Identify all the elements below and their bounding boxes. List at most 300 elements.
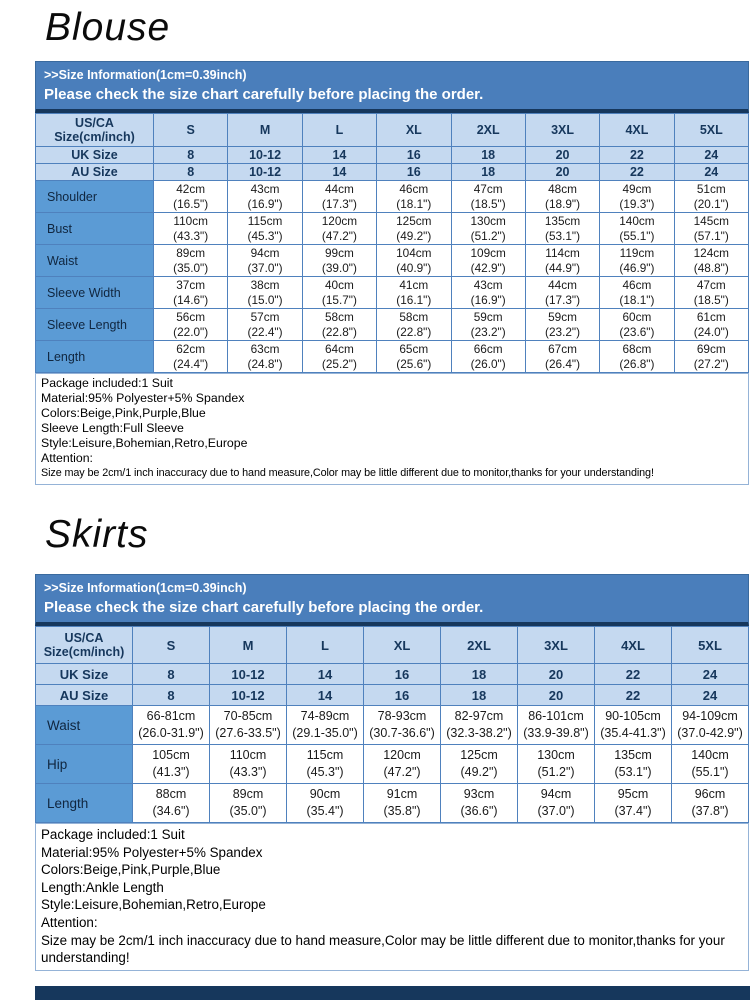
- value-inch: (19.3"): [619, 196, 655, 211]
- value-cm: 145cm: [693, 214, 730, 228]
- skirts-size-table: [35, 626, 749, 823]
- measurement-value-cell: [595, 706, 672, 745]
- size-value-cell: 24: [674, 147, 748, 164]
- measurement-value-cell: [287, 706, 364, 745]
- value-inch: (27.2"): [693, 356, 729, 371]
- value-inch: (18.1"): [396, 196, 432, 211]
- note-line: Attention:: [41, 914, 98, 930]
- measurement-value-cell: [302, 309, 376, 341]
- measurement-value-cell: [674, 181, 748, 213]
- measurement-value-cell: [228, 181, 302, 213]
- measurement-value-cell: [210, 745, 287, 784]
- value-inch: (35.0"): [229, 804, 267, 818]
- value-inch: (33.9-39.8"): [523, 726, 589, 740]
- measurement-label: Bust: [36, 213, 154, 245]
- value-inch: (24.8"): [247, 356, 283, 371]
- value-cm: 44cm: [325, 182, 354, 196]
- size-value-cell: 10-12: [210, 664, 287, 685]
- measurement-value-cell: [451, 213, 525, 245]
- measurement-value-cell: [364, 706, 441, 745]
- value-cm: 89cm: [176, 246, 206, 260]
- value-inch: (22.8"): [396, 324, 432, 339]
- value-cm: 104cm: [396, 246, 432, 260]
- size-col-header: M: [228, 114, 302, 147]
- measurement-value-cell: [451, 309, 525, 341]
- measurement-value-cell: [600, 277, 674, 309]
- value-inch: (17.3"): [321, 196, 357, 211]
- measurement-value-cell: [525, 213, 599, 245]
- corner-line-1: US/CA: [64, 631, 104, 645]
- value-cm: 120cm: [383, 748, 421, 762]
- measurement-value-cell: [672, 706, 749, 745]
- size-value-cell: 20: [518, 685, 595, 706]
- size-value-cell: 24: [672, 685, 749, 706]
- value-inch: (39.0"): [321, 260, 357, 275]
- measurement-value-cell: [441, 706, 518, 745]
- value-cm: 70-85cm: [223, 709, 273, 723]
- note-line: Attention:: [41, 451, 93, 465]
- measurement-value-cell: [302, 213, 376, 245]
- measurement-value-cell: [674, 309, 748, 341]
- value-cm: 140cm: [691, 748, 729, 762]
- blouse-length-row: [36, 341, 749, 373]
- value-inch: (15.7"): [321, 292, 357, 307]
- measurement-value-cell: [674, 213, 748, 245]
- value-inch: (41.3"): [152, 765, 190, 779]
- value-inch: (24.0"): [693, 324, 729, 339]
- value-inch: (37.0-42.9"): [677, 726, 743, 740]
- skirts-au-size-row: [36, 685, 749, 706]
- value-cm: 115cm: [306, 748, 344, 762]
- blouse-sleeve-width-row: [36, 277, 749, 309]
- value-inch: (35.4-41.3"): [600, 726, 666, 740]
- note-line: Colors:Beige,Pink,Purple,Blue: [41, 862, 221, 878]
- size-value-cell: 16: [364, 664, 441, 685]
- value-cm: 47cm: [473, 182, 503, 196]
- value-cm: 41cm: [399, 278, 429, 292]
- size-value-cell: 22: [595, 664, 672, 685]
- value-inch: (27.6-33.5"): [215, 726, 281, 740]
- note-line: Material:95% Polyester+5% Spandex: [41, 391, 245, 405]
- value-cm: 44cm: [548, 278, 577, 292]
- measurement-value-cell: [287, 784, 364, 823]
- value-inch: (45.3"): [306, 765, 344, 779]
- skirts-banner-warning-line: Please check the size chart carefully before placing the order.: [44, 599, 484, 616]
- value-inch: (25.6"): [396, 356, 432, 371]
- measurement-value-cell: [525, 309, 599, 341]
- skirts-corner-header: [36, 627, 133, 664]
- value-cm: 63cm: [250, 342, 280, 356]
- measurement-value-cell: [518, 784, 595, 823]
- value-cm: 90-105cm: [605, 709, 661, 723]
- value-cm: 94-109cm: [682, 709, 738, 723]
- note-line: Sleeve Length:Full Sleeve: [41, 421, 184, 435]
- blouse-shoulder-row: [36, 181, 749, 213]
- measurement-value-cell: [154, 309, 228, 341]
- measurement-value-cell: [595, 784, 672, 823]
- value-cm: 57cm: [250, 310, 280, 324]
- note-line: Size may be 2cm/1 inch inaccuracy due to hand measure,Color may be little different due to monitor,thanks for your understanding!: [41, 467, 654, 479]
- value-inch: (23.2"): [470, 324, 506, 339]
- measurement-value-cell: [133, 784, 210, 823]
- value-inch: (14.6"): [173, 292, 209, 307]
- blouse-banner-warning-line: Please check the size chart carefully before placing the order.: [44, 86, 484, 103]
- note-line: Length:Ankle Length: [41, 879, 164, 895]
- measurement-value-cell: [302, 181, 376, 213]
- value-inch: (35.8"): [383, 804, 421, 818]
- size-value-cell: 8: [154, 147, 228, 164]
- value-cm: 90cm: [309, 787, 341, 801]
- measurement-label: Waist: [36, 706, 133, 745]
- size-value-cell: 14: [302, 164, 376, 181]
- blouse-size-info-banner: [35, 61, 749, 113]
- value-cm: 47cm: [696, 278, 726, 292]
- value-cm: 125cm: [460, 748, 498, 762]
- value-cm: 65cm: [399, 342, 429, 356]
- blouse-section: [35, 0, 749, 485]
- measurement-label: Hip: [36, 745, 133, 784]
- value-inch: (35.0"): [173, 260, 209, 275]
- measurement-label: Length: [36, 341, 154, 373]
- measurement-value-cell: [600, 309, 674, 341]
- value-cm: 99cm: [325, 246, 354, 260]
- value-inch: (26.4"): [545, 356, 581, 371]
- measurement-value-cell: [154, 181, 228, 213]
- measurement-value-cell: [302, 245, 376, 277]
- measurement-value-cell: [525, 245, 599, 277]
- size-col-header: S: [154, 114, 228, 147]
- value-cm: 69cm: [696, 342, 726, 356]
- measurement-label: Waist: [36, 245, 154, 277]
- value-inch: (20.1"): [693, 196, 729, 211]
- value-inch: (32.3-38.2"): [446, 726, 512, 740]
- value-cm: 46cm: [622, 278, 652, 292]
- measurement-value-cell: [518, 745, 595, 784]
- measurement-value-cell: [674, 341, 748, 373]
- value-inch: (18.9"): [545, 196, 581, 211]
- value-inch: (35.4"): [306, 804, 344, 818]
- measurement-value-cell: [377, 277, 451, 309]
- measurement-value-cell: [228, 277, 302, 309]
- value-inch: (16.5"): [173, 196, 209, 211]
- size-col-header: 3XL: [518, 627, 595, 664]
- value-inch: (55.1"): [619, 228, 655, 243]
- size-value-cell: 16: [377, 147, 451, 164]
- row-label: AU Size: [36, 685, 133, 706]
- value-cm: 89cm: [232, 787, 264, 801]
- measurement-value-cell: [600, 245, 674, 277]
- measurement-label: Sleeve Width: [36, 277, 154, 309]
- size-value-cell: 10-12: [210, 685, 287, 706]
- measurement-value-cell: [600, 213, 674, 245]
- skirts-waist-row: [36, 706, 749, 745]
- measurement-value-cell: [210, 784, 287, 823]
- value-cm: 88cm: [155, 787, 187, 801]
- value-cm: 78-93cm: [377, 709, 427, 723]
- value-cm: 58cm: [399, 310, 429, 324]
- measurement-label: Length: [36, 784, 133, 823]
- value-cm: 60cm: [622, 310, 652, 324]
- value-cm: 56cm: [176, 310, 206, 324]
- note-line: Style:Leisure,Bohemian,Retro,Europe: [41, 436, 248, 450]
- value-cm: 135cm: [614, 748, 652, 762]
- value-inch: (36.6"): [460, 804, 498, 818]
- value-inch: (16.1"): [396, 292, 432, 307]
- value-inch: (43.3"): [229, 765, 267, 779]
- measurement-value-cell: [228, 341, 302, 373]
- measurement-value-cell: [377, 245, 451, 277]
- value-cm: 68cm: [622, 342, 652, 356]
- measurement-value-cell: [451, 181, 525, 213]
- value-cm: 40cm: [325, 278, 354, 292]
- value-cm: 94cm: [250, 246, 280, 260]
- size-value-cell: 8: [154, 164, 228, 181]
- size-value-cell: 20: [518, 664, 595, 685]
- value-cm: 110cm: [229, 748, 267, 762]
- value-cm: 67cm: [548, 342, 577, 356]
- value-inch: (29.1-35.0"): [292, 726, 358, 740]
- value-inch: (26.8"): [619, 356, 655, 371]
- value-cm: 91cm: [386, 787, 418, 801]
- measurement-value-cell: [451, 245, 525, 277]
- value-inch: (22.0"): [173, 324, 209, 339]
- value-inch: (45.3"): [247, 228, 283, 243]
- value-inch: (26.0"): [470, 356, 506, 371]
- value-cm: 110cm: [173, 214, 208, 228]
- measurement-value-cell: [525, 277, 599, 309]
- value-inch: (51.2"): [537, 765, 575, 779]
- blouse-au-size-row: [36, 164, 749, 181]
- measurement-value-cell: [377, 213, 451, 245]
- measurement-value-cell: [377, 341, 451, 373]
- value-inch: (47.2"): [321, 228, 357, 243]
- value-inch: (34.6"): [152, 804, 190, 818]
- measurement-value-cell: [674, 277, 748, 309]
- value-cm: 114cm: [545, 246, 580, 260]
- value-cm: 37cm: [176, 278, 206, 292]
- value-cm: 43cm: [250, 182, 280, 196]
- value-cm: 66-81cm: [146, 709, 196, 723]
- blouse-section-title: Blouse: [45, 6, 171, 49]
- skirts-size-header-row: [36, 627, 749, 664]
- value-inch: (18.5"): [693, 292, 729, 307]
- measurement-label: Sleeve Length: [36, 309, 154, 341]
- blouse-waist-row: [36, 245, 749, 277]
- size-value-cell: 20: [525, 147, 599, 164]
- size-value-cell: 14: [287, 664, 364, 685]
- value-cm: 38cm: [250, 278, 280, 292]
- measurement-label: Shoulder: [36, 181, 154, 213]
- value-inch: (49.2"): [396, 228, 432, 243]
- value-inch: (48.8"): [693, 260, 729, 275]
- blouse-corner-header: [36, 114, 154, 147]
- value-cm: 124cm: [693, 246, 730, 260]
- value-inch: (18.1"): [619, 292, 655, 307]
- value-cm: 96cm: [694, 787, 726, 801]
- blouse-size-table: [35, 113, 749, 373]
- blouse-notes-box: [35, 373, 749, 485]
- value-inch: (51.2"): [470, 228, 506, 243]
- value-inch: (49.2"): [460, 765, 498, 779]
- measurement-value-cell: [441, 745, 518, 784]
- value-cm: 46cm: [399, 182, 429, 196]
- skirts-section: [35, 485, 749, 971]
- size-value-cell: 18: [441, 685, 518, 706]
- measurement-value-cell: [364, 784, 441, 823]
- value-inch: (37.4"): [614, 804, 652, 818]
- measurement-value-cell: [228, 245, 302, 277]
- value-cm: 130cm: [470, 214, 506, 228]
- measurement-value-cell: [154, 245, 228, 277]
- measurement-value-cell: [302, 277, 376, 309]
- size-col-header: 3XL: [525, 114, 599, 147]
- value-cm: 94cm: [540, 787, 572, 801]
- size-col-header: 4XL: [595, 627, 672, 664]
- value-inch: (47.2"): [383, 765, 421, 779]
- skirts-section-title: Skirts: [45, 513, 149, 556]
- note-line: Colors:Beige,Pink,Purple,Blue: [41, 406, 206, 420]
- measurement-value-cell: [154, 277, 228, 309]
- value-inch: (40.9"): [396, 260, 432, 275]
- measurement-value-cell: [595, 745, 672, 784]
- value-cm: 43cm: [473, 278, 503, 292]
- value-inch: (23.6"): [619, 324, 655, 339]
- size-value-cell: 24: [672, 664, 749, 685]
- value-cm: 59cm: [548, 310, 577, 324]
- measurement-value-cell: [525, 181, 599, 213]
- measurement-value-cell: [287, 745, 364, 784]
- value-cm: 61cm: [696, 310, 726, 324]
- value-cm: 95cm: [617, 787, 649, 801]
- value-inch: (43.3"): [173, 228, 209, 243]
- value-inch: (30.7-36.6"): [369, 726, 435, 740]
- skirts-length-row: [36, 784, 749, 823]
- value-inch: (37.8"): [691, 804, 729, 818]
- value-cm: 105cm: [152, 748, 190, 762]
- size-value-cell: 8: [133, 685, 210, 706]
- measurement-value-cell: [228, 309, 302, 341]
- note-line: Package included:1 Suit: [41, 376, 173, 390]
- measurement-value-cell: [600, 181, 674, 213]
- value-cm: 74-89cm: [300, 709, 350, 723]
- value-inch: (22.4"): [247, 324, 283, 339]
- blouse-sleeve-length-row: [36, 309, 749, 341]
- size-col-header: M: [210, 627, 287, 664]
- measurement-value-cell: [674, 245, 748, 277]
- size-col-header: XL: [377, 114, 451, 147]
- cropped-next-section-bar: [35, 986, 750, 1000]
- size-value-cell: 22: [600, 164, 674, 181]
- size-value-cell: 22: [595, 685, 672, 706]
- measurement-value-cell: [228, 213, 302, 245]
- value-cm: 119cm: [619, 246, 655, 260]
- value-inch: (57.1"): [693, 228, 729, 243]
- measurement-value-cell: [210, 706, 287, 745]
- skirts-uk-size-row: [36, 664, 749, 685]
- size-value-cell: 24: [674, 164, 748, 181]
- note-line: Style:Leisure,Bohemian,Retro,Europe: [41, 897, 266, 913]
- measurement-value-cell: [518, 706, 595, 745]
- size-value-cell: 8: [133, 664, 210, 685]
- value-inch: (23.2"): [545, 324, 581, 339]
- value-inch: (15.0"): [247, 292, 283, 307]
- skirts-size-info-banner: [35, 574, 749, 626]
- value-cm: 66cm: [473, 342, 503, 356]
- size-value-cell: 14: [287, 685, 364, 706]
- value-inch: (18.5"): [470, 196, 506, 211]
- value-inch: (16.9"): [470, 292, 506, 307]
- value-cm: 135cm: [544, 214, 581, 228]
- size-col-header: 5XL: [674, 114, 748, 147]
- value-cm: 125cm: [396, 214, 432, 228]
- corner-line-1: US/CA: [75, 116, 114, 130]
- note-line: Package included:1 Suit: [41, 827, 185, 842]
- measurement-value-cell: [600, 341, 674, 373]
- value-inch: (37.0"): [537, 804, 575, 818]
- measurement-value-cell: [377, 181, 451, 213]
- size-col-header: L: [302, 114, 376, 147]
- value-inch: (46.9"): [619, 260, 655, 275]
- corner-line-2: Size(cm/inch): [43, 645, 125, 659]
- value-inch: (53.1"): [545, 228, 581, 243]
- blouse-size-header-row: [36, 114, 749, 147]
- blouse-uk-size-row: [36, 147, 749, 164]
- measurement-value-cell: [133, 706, 210, 745]
- size-col-header: 4XL: [600, 114, 674, 147]
- size-col-header: 5XL: [672, 627, 749, 664]
- value-cm: 62cm: [176, 342, 206, 356]
- value-cm: 49cm: [622, 182, 652, 196]
- skirts-banner-size-info-line: >>Size Information(1cm=0.39inch): [44, 581, 247, 595]
- measurement-value-cell: [154, 341, 228, 373]
- size-value-cell: 18: [451, 147, 525, 164]
- value-cm: 140cm: [619, 214, 655, 228]
- size-value-cell: 18: [451, 164, 525, 181]
- measurement-value-cell: [525, 341, 599, 373]
- skirts-notes-box: [35, 823, 749, 971]
- measurement-value-cell: [302, 341, 376, 373]
- note-line: Size may be 2cm/1 inch inaccuracy due to hand measure,Color may be little different due to monitor,thanks for your understanding!: [41, 932, 725, 966]
- value-inch: (53.1"): [614, 765, 652, 779]
- measurement-value-cell: [672, 784, 749, 823]
- measurement-value-cell: [441, 784, 518, 823]
- value-inch: (26.0-31.9"): [138, 726, 204, 740]
- value-cm: 86-101cm: [528, 709, 584, 723]
- size-value-cell: 10-12: [228, 147, 302, 164]
- measurement-value-cell: [672, 745, 749, 784]
- size-value-cell: 16: [377, 164, 451, 181]
- measurement-value-cell: [377, 309, 451, 341]
- row-label: AU Size: [36, 164, 154, 181]
- value-inch: (55.1"): [691, 765, 729, 779]
- value-cm: 59cm: [473, 310, 503, 324]
- size-col-header: L: [287, 627, 364, 664]
- note-line: Material:95% Polyester+5% Spandex: [41, 844, 263, 860]
- value-inch: (16.9"): [247, 196, 283, 211]
- value-cm: 120cm: [321, 214, 358, 228]
- value-inch: (22.8"): [321, 324, 357, 339]
- size-value-cell: 22: [600, 147, 674, 164]
- value-cm: 42cm: [176, 182, 206, 196]
- size-col-header: XL: [364, 627, 441, 664]
- value-inch: (25.2"): [321, 356, 357, 371]
- skirts-hip-row: [36, 745, 749, 784]
- value-cm: 115cm: [247, 214, 283, 228]
- value-cm: 48cm: [548, 182, 577, 196]
- value-inch: (44.9"): [545, 260, 581, 275]
- blouse-bust-row: [36, 213, 749, 245]
- value-cm: 130cm: [537, 748, 575, 762]
